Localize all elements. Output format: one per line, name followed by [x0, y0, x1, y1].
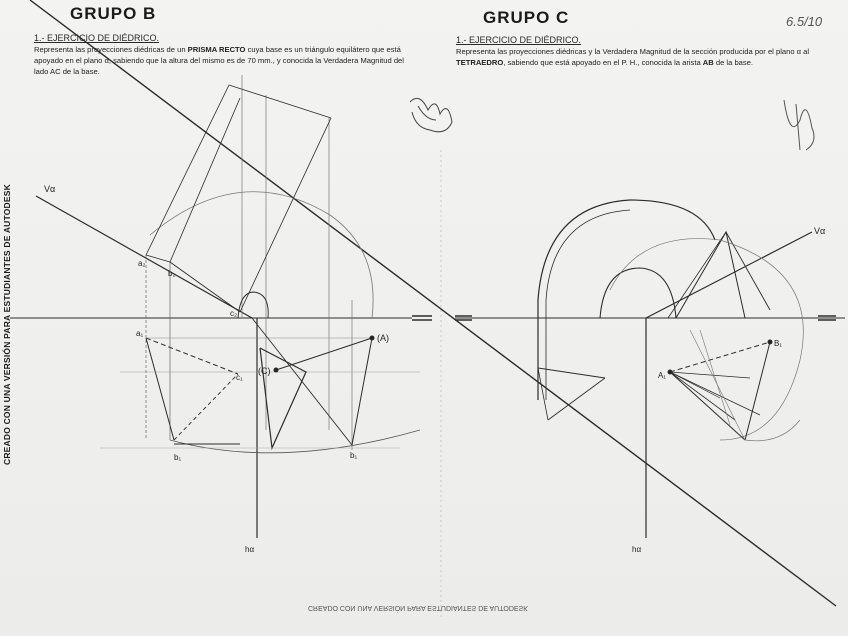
label-a2: a₂	[138, 259, 146, 268]
group-b-title: GRUPO B	[70, 4, 157, 23]
label-c1: c₁	[236, 373, 243, 382]
label-A1: A₁	[658, 371, 667, 380]
group-c-title: GRUPO C	[483, 8, 570, 27]
label-c2: c₂	[230, 309, 238, 318]
label-C: (C)	[258, 366, 271, 376]
handwritten-mark-b	[410, 98, 452, 131]
label-v-alpha-b: Vα	[44, 184, 56, 194]
label-v-alpha-c: Vα	[814, 226, 826, 236]
autodesk-footer-mirrored: CREADO CON UNA VERSIÓN PARA ESTUDIANTES DE AUTODESK	[308, 604, 528, 611]
label-a1: a₁	[136, 329, 144, 338]
label-b2: b₂	[168, 269, 176, 278]
label-h-alpha-c: hα	[632, 545, 642, 554]
label-b1-right: b₁	[350, 451, 358, 460]
label-B1: B₁	[774, 339, 783, 348]
group-c-drawing	[455, 200, 845, 538]
autodesk-side-label: CREADO CON UNA VERSIÓN PARA ESTUDIANTES DE AUTODESK	[2, 184, 12, 465]
group-b-statement: Representa las proyecciones diédricas de un PRISMA RECTO cuya base es un triángulo equilátero que está apoyado en el plano α, sabiendo que la altura del mismo es de 70 mm., y conocida la Verdadera Magnitud del lado AC de la base.	[34, 45, 404, 76]
label-b1: b₁	[174, 453, 182, 462]
group-b-exercise-title: 1.- EJERCICIO DE DIÉDRICO.	[34, 33, 160, 43]
group-c-statement: Representa las proyecciones diédricas y la Verdadera Magnitud de la sección producida por el plano α al TETRAEDRO, sabiendo que está apoyado en el P. H., conocida la arista AB de la base.	[456, 47, 810, 67]
handwritten-mark-c	[784, 100, 814, 150]
diagonal-line	[30, 0, 836, 606]
grade-mark: 6.5/10	[786, 14, 823, 29]
group-c-exercise-title: 1.- EJERCICIO DE DIÉDRICO.	[456, 35, 582, 45]
label-A: (A)	[377, 333, 389, 343]
label-h-alpha-b: hα	[245, 545, 255, 554]
